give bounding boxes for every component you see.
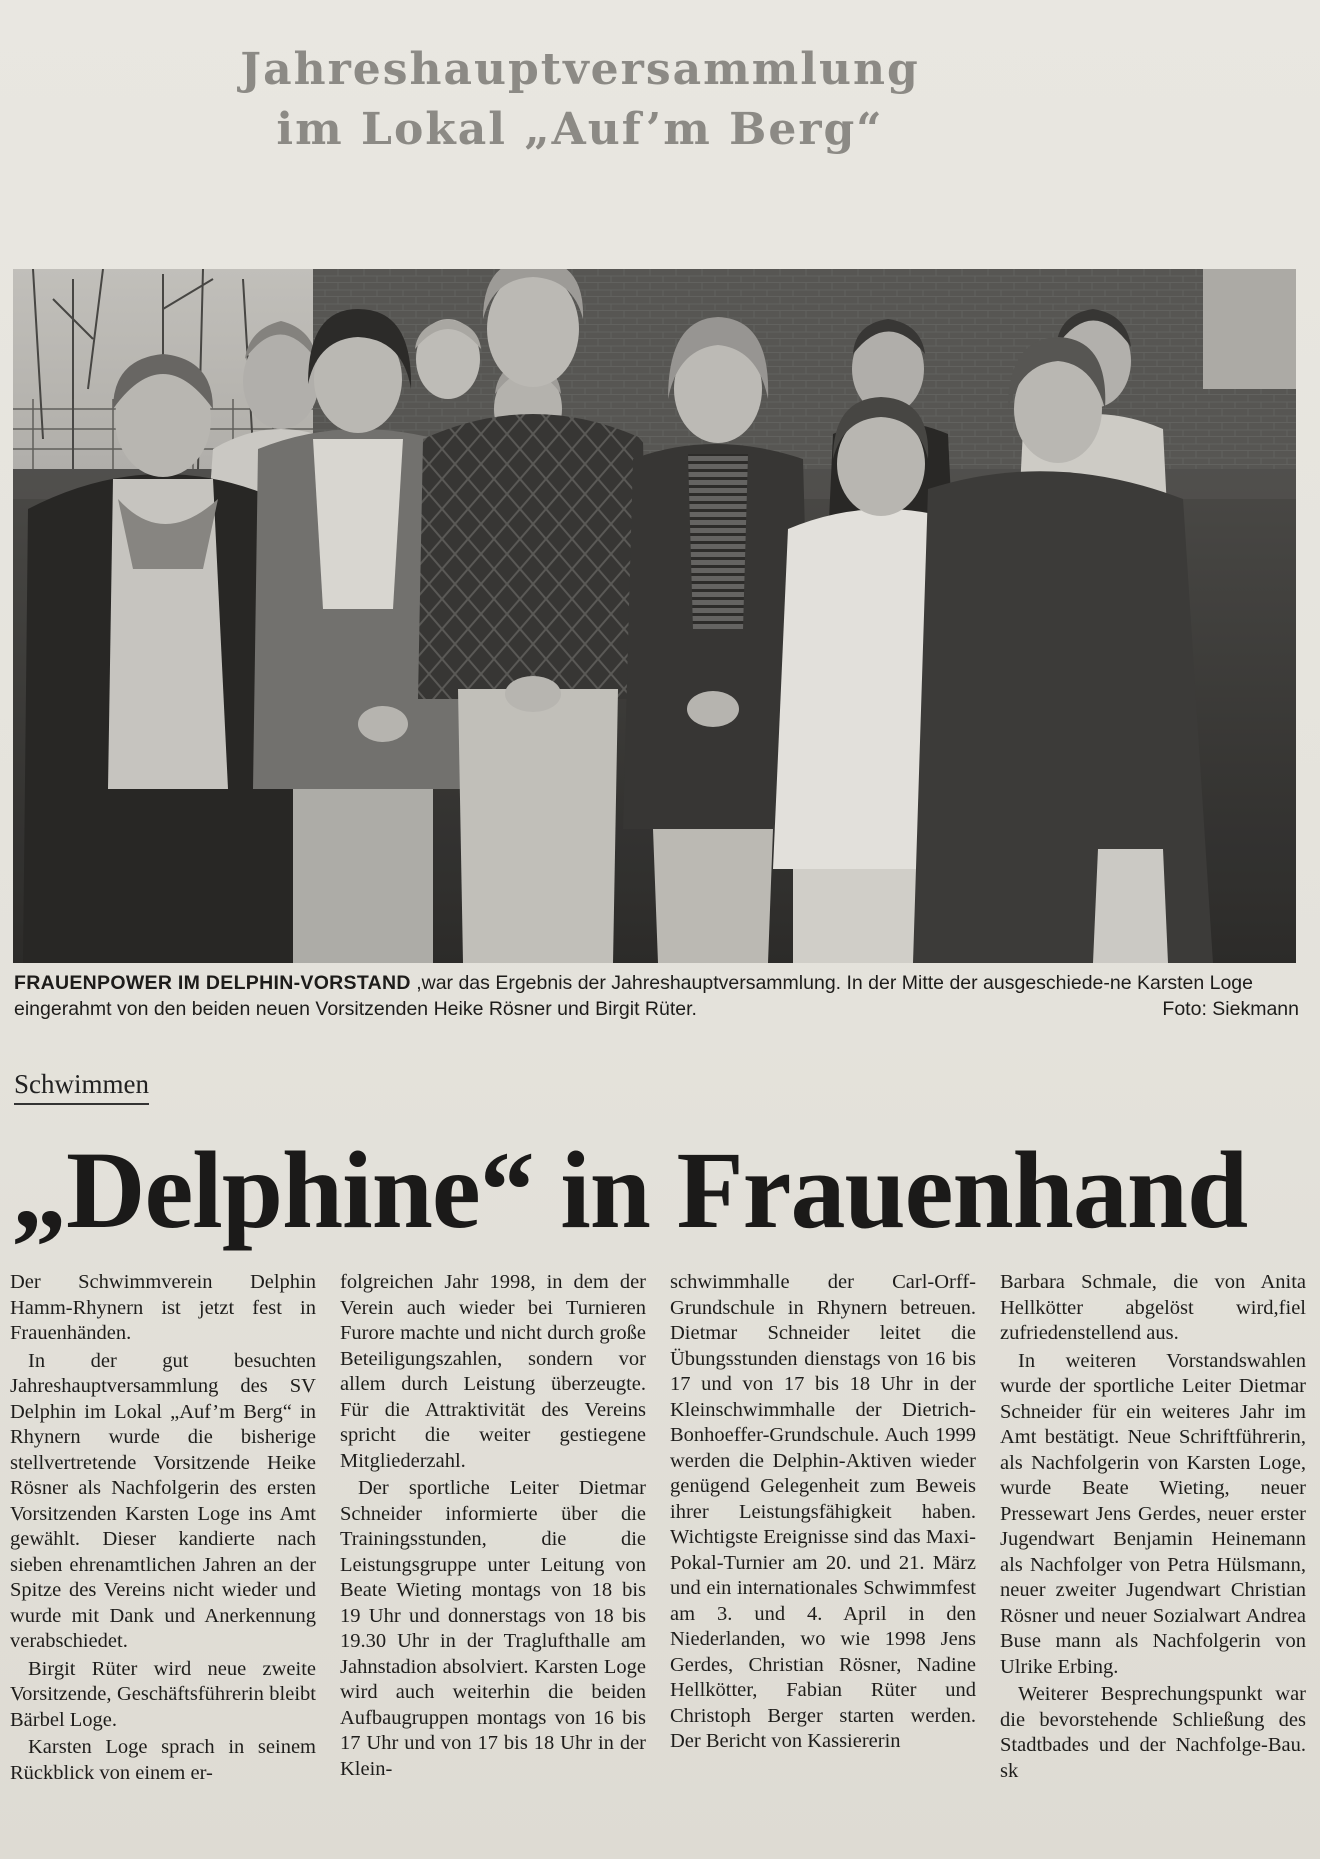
- article-column-1: [10, 1270, 316, 1786]
- kicker-headline: [0, 40, 1160, 160]
- caption-text: ,war das Ergebnis der Jahreshauptversammlung. In der Mitte der ausgeschiede-ne Karsten Loge eingerahmt von den beiden neuen Vorsitzenden Heike Rösner und Birgit Rüter.: [14, 972, 1253, 1020]
- article-column-3: [670, 1270, 976, 1755]
- photo-caption: [14, 970, 1299, 1022]
- paragraph: Weiterer Besprechungspunkt war die bevorstehende Schließung des Stadtbades und der Nachfolge-Bau. sk: [1000, 1683, 1306, 1782]
- paragraph: Der sportliche Leiter Dietmar Schneider informierte über die Trainingsstunden, die die Leistungsgruppe unter Leitung von Beate Wieting montags von 18 bis 19 Uhr und donnerstags von 18 bis 19.30 Uhr in der Traglufthalle am Jahnstadion absolviert. Karsten Loge wird auch weiterhin die beiden Aufbaugruppen montags von 16 bis 17 Uhr und von 17 bis 18 Uhr in der Klein-: [340, 1477, 646, 1780]
- paragraph: In der gut besuchten Jahreshauptversammlung des SV Delphin im Lokal „Auf’m Berg“ in Rhynern wurde die bisherige stellvertretende Vorsitzende Heike Rösner als Nachfolgerin des ersten Vorsitzenden Karsten Loge ins Amt gewählt. Dieser kandierte nach sieben ehrenamtlichen Jahren an der Spitze des Vereins nicht wieder und wurde mit Dank und Anerkennung verabschiedet.: [10, 1349, 316, 1652]
- caption-lead: FRAUENPOWER IM DELPHIN-VORSTAND: [14, 972, 411, 994]
- article-column-2: [340, 1270, 646, 1782]
- section-label: Schwimmen: [14, 1067, 149, 1105]
- group-photo: [13, 269, 1296, 963]
- article-headline: „Delphine“ in Frauenhand: [12, 1129, 1248, 1251]
- photo-credit: Foto: Siekmann: [1162, 998, 1299, 1020]
- paragraph: Barbara Schmale, die von Anita Hellkötter abgelöst wird,fiel zufriedenstellend aus.: [1000, 1271, 1306, 1344]
- article-body: [10, 1270, 1306, 1855]
- kicker-line-2: im Lokal „Auf’m Berg“: [276, 104, 884, 155]
- paragraph: Birgit Rüter wird neue zweite Vorsitzende, Geschäftsführerin bleibt Bärbel Loge.: [10, 1657, 316, 1731]
- paragraph: Karsten Loge sprach in seinem Rückblick von einem er-: [10, 1736, 316, 1784]
- paragraph: In weiteren Vorstandswahlen wurde der sportliche Leiter Dietmar Schneider für ein weiteres Jahr im Amt bestätigt. Neue Schriftführerin, als Nachfolgerin von Karsten Loge, wurde Beate Wieting, neuer Pressewart Jens Gerdes, neuer erster Jugendwart Benjamin Heinemann als Nachfolger von Petra Hülsmann, neuer zweiter Jugendwart Christian Rösner und neuer Sozialwart Andrea Buse mann als Nachfolgerin von Ulrike Erbing.: [1000, 1349, 1306, 1678]
- kicker-line-1: Jahreshauptversammlung: [240, 44, 920, 95]
- paragraph: folgreichen Jahr 1998, in dem der Verein auch wieder bei Turnieren Furore machte und nicht durch große Beteiligungszahlen, sondern vor allem durch Leistung überzeugte. Für die Attraktivität des Vereins spricht die weiter gestiegene Mitgliederzahl.: [340, 1271, 646, 1472]
- paragraph: Der Schwimmverein Delphin Hamm-Rhynern ist jetzt fest in Frauenhänden.: [10, 1271, 316, 1344]
- article-column-4: [1000, 1270, 1306, 1784]
- paragraph: schwimmhalle der Carl-Orff-Grundschule in Rhynern betreuen. Dietmar Schneider leitet die Übungsstunden dienstags von 16 bis 17 und von 17 bis 18 Uhr in der Kleinschwimmhalle der Dietrich-Bonhoeffer-Grundschule. Auch 1999 werden die Delphin-Aktiven wieder genügend Gelegenheit zum Beweis ihrer Leistungsfähigkeit haben. Wichtigste Ereignisse sind das Maxi-Pokal-Turnier am 20. und 21. März und ein internationales Schwimmfest am 3. und 4. April in den Niederlanden, wo wie 1998 Jens Gerdes, Christian Rösner, Nadine Hellkötter, Fabian Rüter und Christoph Berger starten werden. Der Bericht von Kassiererin: [670, 1271, 976, 1752]
